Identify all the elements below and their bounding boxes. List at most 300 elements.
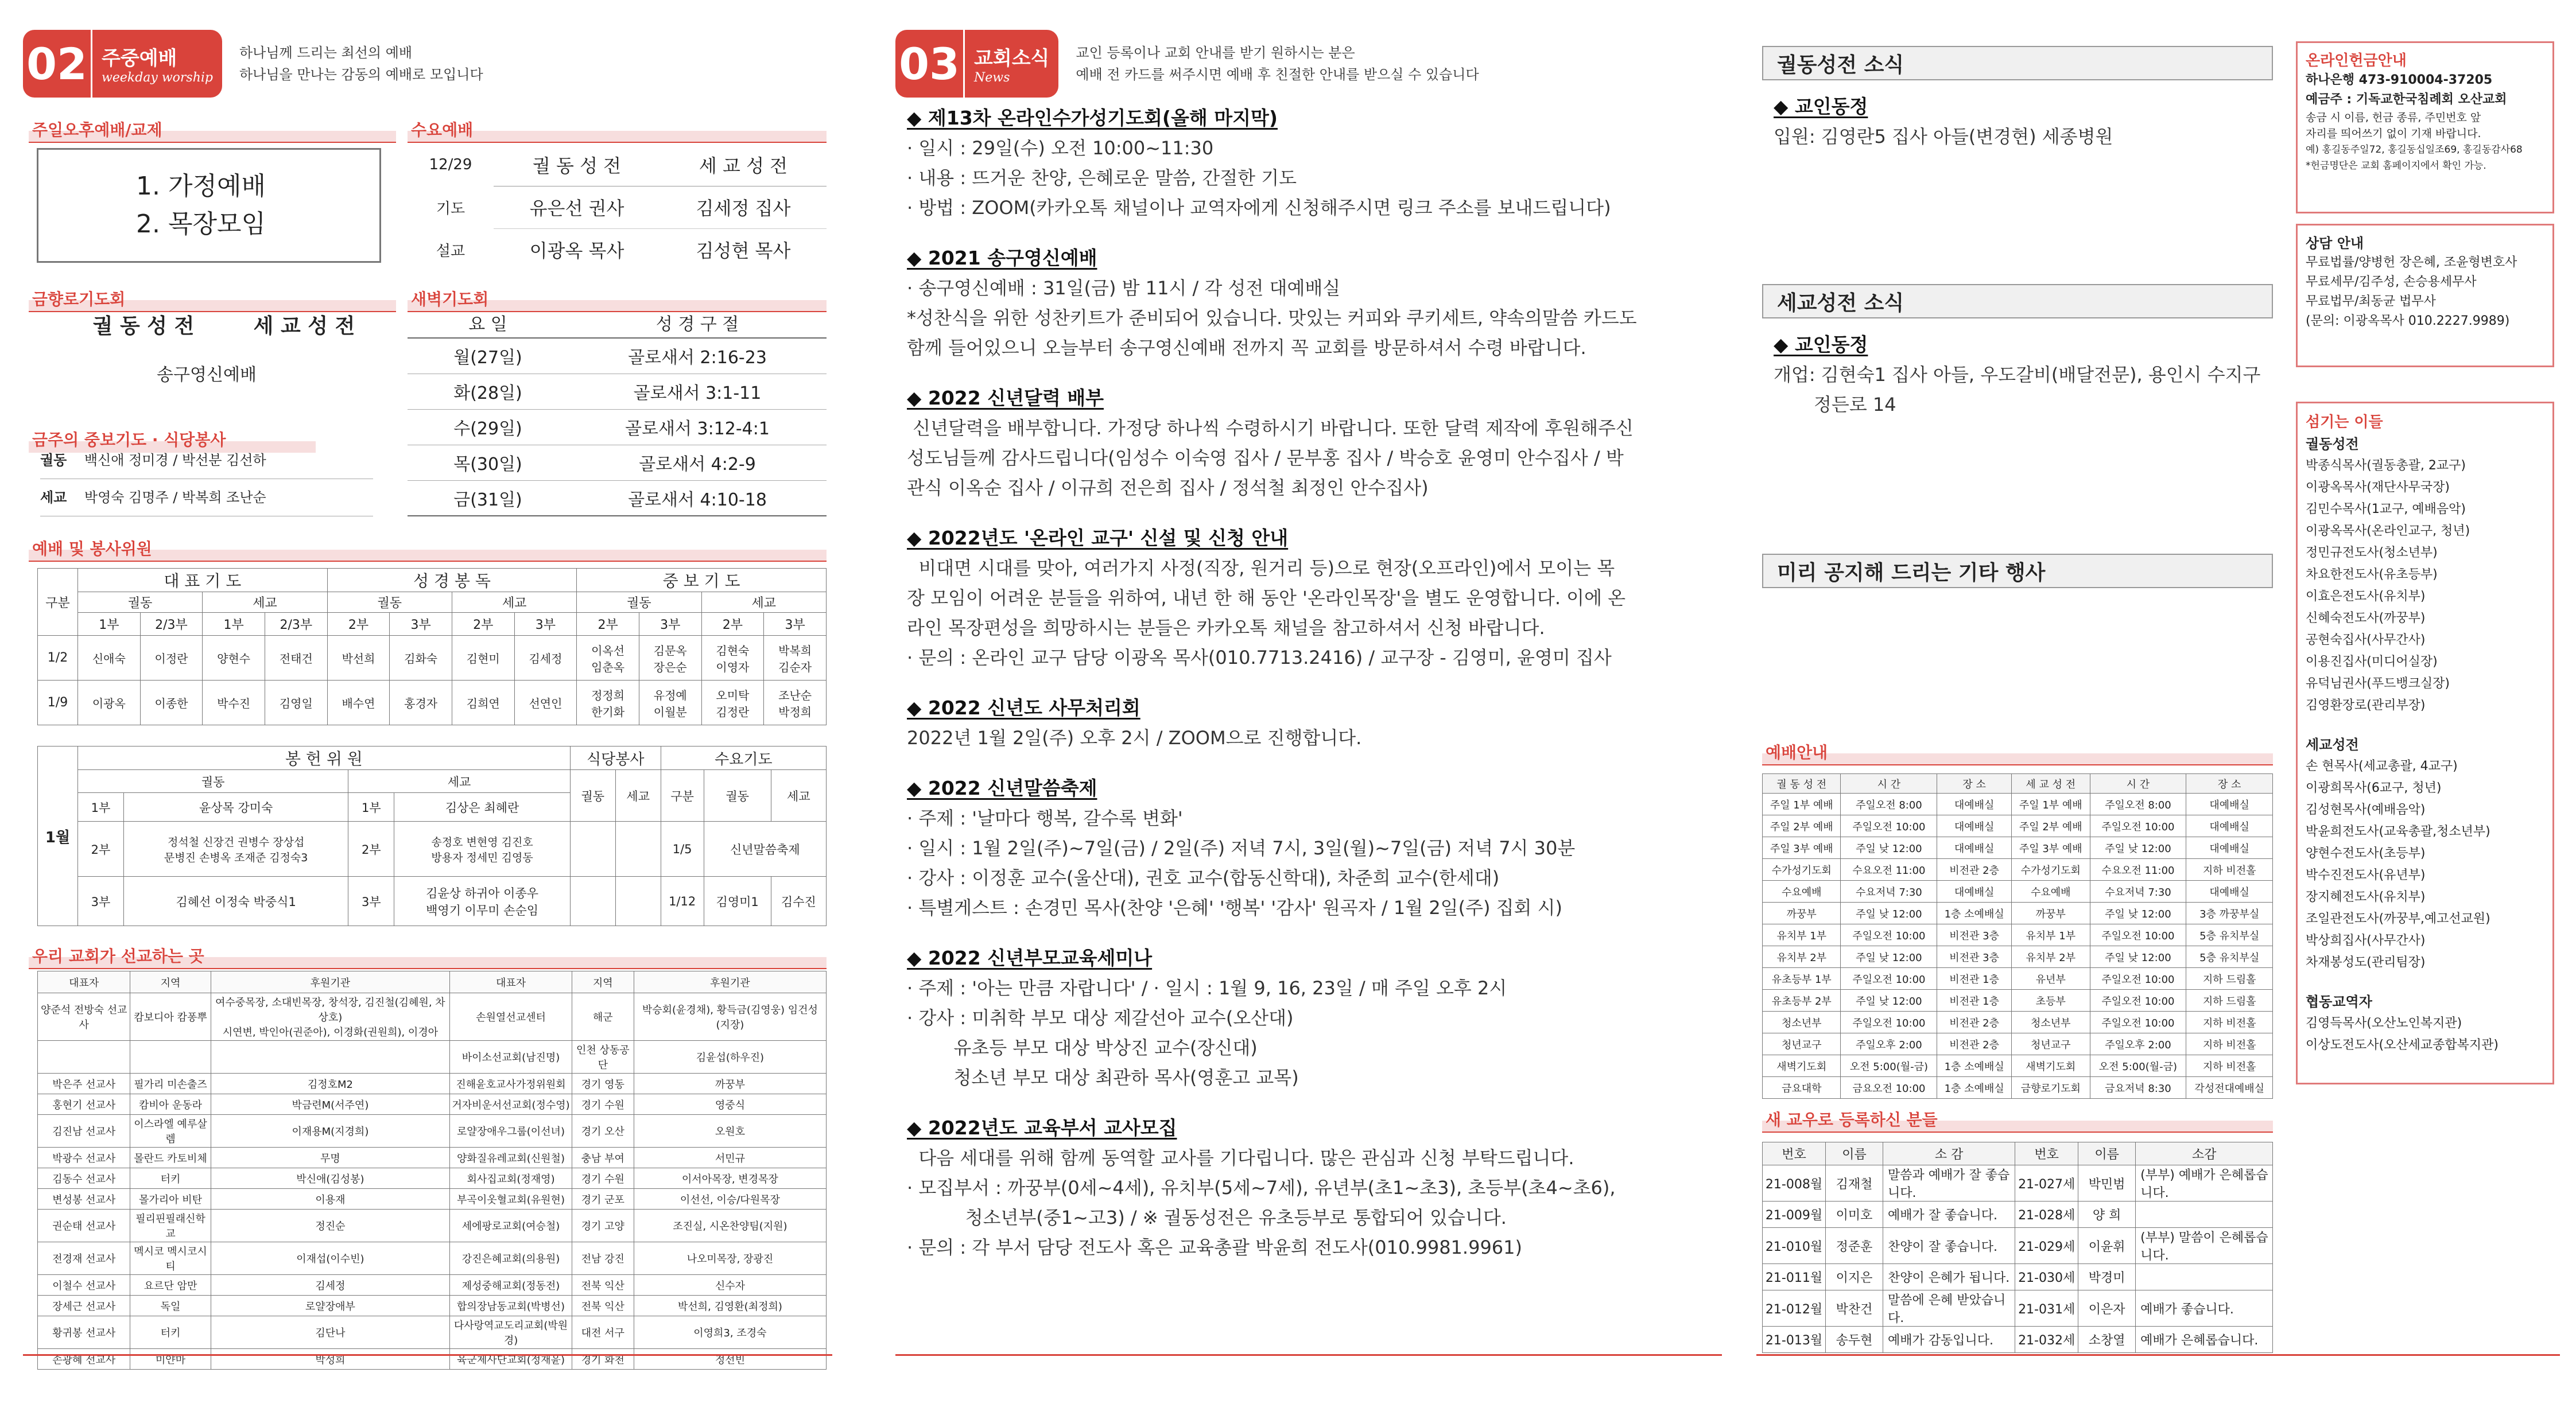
table-cell: 대전 서구 <box>572 1316 634 1349</box>
col-segyo: 세 교 성 전 <box>660 143 827 186</box>
section-title-en: weekday worship <box>102 71 213 85</box>
box-title: 온라인헌금안내 <box>2306 52 2407 69</box>
table-cell: 수요예배 <box>1763 881 1841 903</box>
section-title: 주중예배 <box>102 47 177 70</box>
news-line: · 일시 : 1월 2일(주)~7일(금) / 2일(주) 저녁 7시, 3일(월)~7일(금) 저녁 7시 30분 <box>907 837 1576 859</box>
col-head: 궐 동 성 전 <box>1763 774 1841 794</box>
table-cell: 21-009월 <box>1763 1202 1826 1228</box>
table-cell: 강진은혜교회(의용원) <box>450 1242 572 1275</box>
news-text: 정든로 14 <box>1814 394 1896 415</box>
table-cell <box>2136 1264 2273 1290</box>
cell: 신애숙 <box>78 636 141 681</box>
table-cell: 지하 비전홀 <box>2186 1012 2273 1033</box>
table-cell: 21-013월 <box>1763 1327 1826 1353</box>
wp-date: 1/5 <box>661 822 704 877</box>
table-cell: 요르단 암만 <box>130 1275 211 1296</box>
cell: 이광옥 <box>78 681 141 725</box>
table-cell: 비전관 2층 <box>1937 1012 2012 1033</box>
col-head: 지역 <box>572 971 634 993</box>
table-cell: 서민규 <box>634 1148 826 1168</box>
staff-list <box>2306 756 2544 974</box>
table-cell: 박경미 <box>2078 1264 2136 1290</box>
col-head: 대표자 <box>38 971 130 993</box>
table-cell <box>130 1041 211 1074</box>
online-giving-box <box>2296 41 2554 213</box>
table-cell: 지하 비전홀 <box>2186 859 2273 881</box>
news-heading: ◆ 2022 신년부모교육세미나 <box>907 947 1153 969</box>
news-line: · 특별게스트 : 손경민 목사(찬양 '은혜' '행복' '감사' 원곡자 / 1월 2일(주) 집회 시) <box>907 897 1563 919</box>
table-cell: 주일오후 2:00 <box>2090 1033 2186 1055</box>
table-cell: 주일 낮 12:00 <box>1841 990 1937 1012</box>
table-cell: 주일오전 10:00 <box>2090 1012 2186 1033</box>
section-title-box <box>91 30 222 98</box>
table-cell: 박광수 선교사 <box>38 1148 130 1168</box>
cell: 양현수 <box>203 636 265 681</box>
table-cell: 박금련M(서주연) <box>211 1094 450 1115</box>
table-cell: 황귀봉 선교사 <box>38 1316 130 1349</box>
staff-group: 세교성전 <box>2306 737 2359 753</box>
table-cell: 까꿍부 <box>634 1074 826 1094</box>
table-cell: 소창열 <box>2078 1327 2136 1353</box>
box-line: 예금주 : 기독교한국침례회 오산교회 <box>2306 92 2507 107</box>
table-cell: 주일 낮 12:00 <box>1841 903 1937 924</box>
table-cell: 주일오전 10:00 <box>2090 924 2186 946</box>
news-line: · 주제 : '날마다 행복, 갈수록 변화' <box>907 807 1183 829</box>
gubun: 구분 <box>661 770 704 822</box>
news-line: · 문의 : 온라인 교구 담당 이광옥 목사(010.7713.2416) / 교구장 - 김영미, 윤영미 집사 <box>907 647 1612 668</box>
staff-group: 궐동성전 <box>2306 436 2359 452</box>
date: 1/9 <box>38 681 78 725</box>
table-cell: 주일오후 2:00 <box>1841 1033 1937 1055</box>
table-cell: 이은자 <box>2078 1290 2136 1327</box>
subtitle-line: 교인 등록이나 교회 안내를 받기 원하시는 분은 <box>1076 45 1355 61</box>
staff-item: 김영득목사(오산노인복지관) <box>2306 1016 2462 1031</box>
table-cell: 손원열선교센터 <box>450 993 572 1041</box>
table-cell: 유치부 2부 <box>1763 946 1841 968</box>
offer-names: 김혜선 이정숙 박중식1 <box>124 877 348 926</box>
staff-item: 박수진전도사(유년부) <box>2306 868 2426 882</box>
table-cell: 로얄장애부 <box>211 1296 450 1316</box>
cell: 배수연 <box>327 681 390 725</box>
table-cell: 여수중목장, 소대빈목장, 창석장, 김진철(김혜원, 차상호) 시연변, 박인아(권준아), 이경화(권원희), 이경아 <box>211 993 450 1041</box>
col-head: 이름 <box>2078 1142 2136 1165</box>
news-item <box>907 1113 1710 1262</box>
worship-guide-heading: 예배안내 <box>1762 740 2273 765</box>
table-cell: 전북 익산 <box>572 1296 634 1316</box>
dawn-verse: 골로새서 3:1-11 <box>568 374 827 409</box>
section-title-box <box>963 30 1058 98</box>
table-cell: 김윤섭(하우진) <box>634 1041 826 1074</box>
table-cell: 조진실, 시온찬양팀(지원) <box>634 1210 826 1242</box>
col-head: 시 간 <box>2090 774 2186 794</box>
table-cell: 주일 2부 예배 <box>2012 815 2090 837</box>
table-row <box>1763 968 2273 990</box>
news-item <box>907 103 1710 223</box>
friday-heading: 금향로기도회 <box>29 287 396 312</box>
offering-table <box>37 746 827 926</box>
staff-item: 이광희목사(6교구, 청년) <box>2306 781 2442 795</box>
wp-name: 김수진 <box>771 877 826 926</box>
cell: 김현숙 이영자 <box>701 636 764 681</box>
subtitle-line: 하나님을 만나는 감동의 예배로 모입니다 <box>239 67 483 83</box>
table-cell: 경기 오산 <box>572 1115 634 1148</box>
cell: 전태건 <box>265 636 327 681</box>
news-heading: ◆ 2022년도 교육부서 교사모집 <box>907 1117 1177 1139</box>
sub: 2/3부 <box>265 613 327 636</box>
table-row <box>1763 837 2273 859</box>
wp-name: 김영미1 <box>704 877 771 926</box>
table-cell: 21-010월 <box>1763 1228 1826 1264</box>
table-cell: 독일 <box>130 1296 211 1316</box>
table-cell: 인천 상동공단 <box>572 1041 634 1074</box>
service-table <box>37 568 827 725</box>
segyo: 세교 <box>348 770 570 793</box>
table-cell: 주일 낮 12:00 <box>2090 837 2186 859</box>
news-line: · 강사 : 미취학 부모 대상 제갈선아 교수(오산대) <box>907 1007 1294 1029</box>
box-line: 무료법률/양병헌 장은혜, 조윤형변호사 <box>2306 255 2517 270</box>
sub: 2부 <box>577 613 639 636</box>
table-cell: 말씀에 은혜 받았습니다. <box>1883 1290 2015 1327</box>
table-cell: 양준석 전방숙 선교사 <box>38 993 130 1041</box>
table-cell: 박민범 <box>2078 1165 2136 1202</box>
table-cell: 수요오전 11:00 <box>1841 859 1937 881</box>
table-cell: 육군제사단교회(정재윤) <box>450 1349 572 1370</box>
table-cell: 주일 3부 예배 <box>2012 837 2090 859</box>
wednesday-table <box>408 143 827 271</box>
table-row <box>1763 1033 2273 1055</box>
segyo-news <box>1774 330 2267 419</box>
new-members-heading: 새 교우로 등록하신 분들 <box>1762 1107 2273 1133</box>
news-line: 청소년 부모 대상 최관하 목사(영훈고 교목) <box>907 1067 1299 1088</box>
table-cell: 21-027세 <box>2015 1165 2078 1202</box>
news-line: 성도님들께 감사드립니다(임성수 이숙영 집사 / 문부홍 집사 / 박승호 윤영미 안수집사 / 박 <box>907 447 1624 469</box>
month: 1월 <box>38 747 78 926</box>
cell: 김성현 목사 <box>696 240 791 262</box>
table-cell: 21-030세 <box>2015 1264 2078 1290</box>
table-row <box>1763 1012 2273 1033</box>
table-cell: 3층 까꿍부실 <box>2186 903 2273 924</box>
table-cell: 주일오전 8:00 <box>1841 794 1937 815</box>
staff-list <box>2306 455 2544 717</box>
gwol: 궐동 <box>78 770 348 793</box>
staff-item: 이광옥목사(재단사무국장) <box>2306 480 2450 495</box>
subtitle-line: 하나님께 드리는 최선의 예배 <box>239 45 413 61</box>
page-03-footer-rule <box>895 1354 1722 1356</box>
lunch-names: 백신애 정미경 / 박선분 김선하 <box>84 452 266 468</box>
col-gwol: 궐 동 성 전 <box>494 143 660 186</box>
dawn-heading: 새벽기도회 <box>408 287 827 312</box>
segyo: 세교 <box>203 592 327 613</box>
table-cell: 오원호 <box>634 1115 826 1148</box>
cell: 박복희 김순자 <box>764 636 827 681</box>
table-cell: 대예배실 <box>2186 794 2273 815</box>
offer-names: 정석철 신장건 권병수 장상섭 문병진 손병옥 조재준 김정숙3 <box>124 822 348 877</box>
page-number: 02 <box>23 30 91 98</box>
part: 2부 <box>78 822 124 877</box>
dawn-verse: 골로새서 4:10-18 <box>568 480 827 516</box>
sub: 2부 <box>701 613 764 636</box>
table-cell: 이윤휘 <box>2078 1228 2136 1264</box>
segyo: 세교 <box>615 770 661 822</box>
table-cell: 각성전대예배실 <box>2186 1077 2273 1099</box>
table-row <box>1763 794 2273 815</box>
gwol: 궐동 <box>327 592 452 613</box>
table-cell: 21-028세 <box>2015 1202 2078 1228</box>
table-cell: 박찬건 <box>1826 1290 1883 1327</box>
news-line: · 강사 : 이정훈 교수(울산대), 권호 교수(합동신학대), 차준희 교수(한세대) <box>907 867 1500 889</box>
table-row <box>38 1349 827 1370</box>
cell: 홍경자 <box>390 681 452 725</box>
table-cell: 권순태 선교사 <box>38 1210 130 1242</box>
col-head: 소감 <box>2136 1142 2273 1165</box>
table-cell: 주일오전 10:00 <box>1841 1012 1937 1033</box>
table-cell: 김진남 선교사 <box>38 1115 130 1148</box>
table-cell: 주일오전 10:00 <box>2090 990 2186 1012</box>
table-row <box>38 1094 827 1115</box>
table-row <box>1763 990 2273 1012</box>
table-cell: 바이소선교회(남진명) <box>450 1041 572 1074</box>
cell: 유은선 권사 <box>494 186 660 228</box>
table-cell: 캄비아 운동라 <box>130 1094 211 1115</box>
table-cell: 거자비운서선교회(정수영) <box>450 1094 572 1115</box>
staff-item: 신혜숙전도사(까꿍부) <box>2306 611 2426 625</box>
table-cell: 예배가 감동입니다. <box>1883 1327 2015 1353</box>
table-row <box>1763 1202 2273 1228</box>
table-cell: 주일 3부 예배 <box>1763 837 1841 859</box>
news-line: *성찬식을 위한 성찬키트가 준비되어 있습니다. 맛있는 커피와 쿠키세트, 약속의말씀 카드도 <box>907 307 1637 329</box>
news-heading: ◆ 2022 신년말씀축제 <box>907 777 1097 799</box>
news-line: 비대면 시대를 맞아, 여러가지 사정(직장, 원거리 등)으로 현장(오프라인)에서 모이는 목 <box>907 557 1615 579</box>
table-cell: 김세정 <box>211 1275 450 1296</box>
table-cell: 까꿍부 <box>2012 903 2090 924</box>
offer-names: 김윤상 하귀아 이종우 백영기 이무미 손순임 <box>394 877 570 926</box>
box-line: 무료법무/최동균 법무사 <box>2306 294 2436 309</box>
staff-item: 정민규전도사(청소년부) <box>2306 546 2438 560</box>
table-cell: 세에팡로교회(여승철) <box>450 1210 572 1242</box>
table-row <box>1763 1165 2273 1202</box>
staff-item: 차요한전도사(유초등부) <box>2306 567 2438 582</box>
cell: 선연인 <box>514 681 577 725</box>
table-row <box>38 1189 827 1210</box>
sub: 2부 <box>452 613 514 636</box>
page-04-footer-rule <box>1756 1354 2560 1356</box>
segyo: 세교 <box>771 770 826 822</box>
table-cell: 주일 낮 12:00 <box>2090 946 2186 968</box>
staff-item: 이광옥목사(온라인교구, 청년) <box>2306 524 2470 538</box>
col-day: 요 일 <box>408 307 568 338</box>
table-cell: 경기 화천 <box>572 1349 634 1370</box>
col-gwol: 궐 동 성 전 <box>92 314 195 338</box>
table-cell: 대예배실 <box>2186 881 2273 903</box>
table-cell: 주일 낮 12:00 <box>1841 837 1937 859</box>
staff-list <box>2306 1013 2544 1056</box>
offer-names: 윤상목 강미숙 <box>124 793 348 822</box>
cell: 김영일 <box>265 681 327 725</box>
table-cell: 변성봉 선교사 <box>38 1189 130 1210</box>
table-cell: 수요저녁 7:30 <box>2090 881 2186 903</box>
news-line: 장 모임이 어려운 분들을 위하여, 내년 한 해 동안 '온라인목장'을 별도 운영합니다. 이에 온 <box>907 587 1626 609</box>
table-row <box>1763 1327 2273 1353</box>
table-cell: 지하 비전홀 <box>2186 1055 2273 1077</box>
dawn-verse: 골로새서 2:16-23 <box>568 338 827 374</box>
table-cell: 청소년부 <box>2012 1012 2090 1033</box>
news-line: · 문의 : 각 부서 담당 전도사 혹은 교육총괄 박윤희 전도사(010.9981.9961) <box>907 1237 1523 1258</box>
cell: 박선희 <box>327 636 390 681</box>
sub: 3부 <box>390 613 452 636</box>
table-cell: 필리핀필래신학교 <box>130 1210 211 1242</box>
col-verse: 성 경 구 절 <box>568 307 827 338</box>
table-cell: 정선빈 <box>634 1349 826 1370</box>
sub: 1부 <box>78 613 141 636</box>
staff-item: 공현숙집사(사무간사) <box>2306 633 2426 647</box>
table-cell: 비전관 3층 <box>1937 924 2012 946</box>
table-cell: 청년교구 <box>2012 1033 2090 1055</box>
dawn-table <box>408 307 827 516</box>
part: 1부 <box>348 793 394 822</box>
table-cell: 제성중해교회(정동전) <box>450 1275 572 1296</box>
cell: 김세정 <box>514 636 577 681</box>
table-cell: 이서아목장, 변경목장 <box>634 1168 826 1189</box>
segyo-news-title: 세교성전 소식 <box>1762 284 2273 318</box>
col-head: 번호 <box>1763 1142 1826 1165</box>
table-cell: 예배가 좋습니다. <box>2136 1290 2273 1327</box>
sub: 3부 <box>639 613 701 636</box>
table-cell: 경기 고양 <box>572 1210 634 1242</box>
staff-item: 이효은전도사(유치부) <box>2306 589 2426 604</box>
box-title: 섬기는 이들 <box>2306 414 2383 431</box>
table-cell: 멕시코 멕시코시티 <box>130 1242 211 1275</box>
table-cell: 전북 익산 <box>572 1275 634 1296</box>
cell: 유정예 이월분 <box>639 681 701 725</box>
table-cell: 나오미목장, 장광진 <box>634 1242 826 1275</box>
table-cell: 대예배실 <box>1937 815 2012 837</box>
sub: 3부 <box>764 613 827 636</box>
dawn-verse: 골로새서 3:12-4:1 <box>568 409 827 445</box>
counsel-box <box>2296 224 2554 367</box>
table-cell: 비전관 2층 <box>1937 859 2012 881</box>
news-item <box>907 693 1710 753</box>
table-cell: 주일오전 10:00 <box>2090 968 2186 990</box>
staff-group: 협동교역자 <box>2306 994 2372 1010</box>
mission-table <box>37 971 827 1370</box>
news-line: 다음 세대를 위해 함께 동역할 교사를 기다립니다. 많은 관심과 신청 부탁드립니다. <box>907 1147 1574 1169</box>
table-row <box>38 993 827 1041</box>
table-cell: 지하 드림홀 <box>2186 990 2273 1012</box>
table-cell: 유치부 1부 <box>2012 924 2090 946</box>
table-cell: 지하 비전홀 <box>2186 1033 2273 1055</box>
friday-cols <box>63 310 385 339</box>
cell: 이옥선 임춘옥 <box>577 636 639 681</box>
mission-heading: 우리 교회가 선교하는 곳 <box>29 944 827 969</box>
table-cell: 경기 영동 <box>572 1074 634 1094</box>
box-title: 상담 안내 <box>2306 235 2364 251</box>
table-cell: 장세근 선교사 <box>38 1296 130 1316</box>
staff-box <box>2296 402 2554 1084</box>
col-head: 장 소 <box>1937 774 2012 794</box>
dawn-day: 목(30일) <box>408 445 568 480</box>
table-row <box>38 1296 827 1316</box>
role: 기도 <box>436 200 465 217</box>
table-cell: 이재섭(이수빈) <box>211 1242 450 1275</box>
sub: 2부 <box>327 613 390 636</box>
table-cell <box>211 1041 450 1074</box>
cell: 박수진 <box>203 681 265 725</box>
table-cell: 박성희 <box>211 1349 450 1370</box>
part: 3부 <box>348 877 394 926</box>
news-heading: ◆ 2022년도 '온라인 교구' 신설 및 신청 안내 <box>907 527 1289 549</box>
lunch-site: 세교 <box>40 489 67 506</box>
lunch-heading: 금주의 중보기도 · 식당봉사 <box>29 427 316 453</box>
table-row <box>38 1242 827 1275</box>
table-cell: 이철수 선교사 <box>38 1275 130 1296</box>
table-cell <box>2136 1202 2273 1228</box>
table-cell: 필가리 미손출즈 <box>130 1074 211 1094</box>
page-02 <box>23 0 832 1423</box>
table-cell: 김재철 <box>1826 1165 1883 1202</box>
table-cell: 캄보디아 캄퐁뿌 <box>130 993 211 1041</box>
staff-item: 김성현목사(예배음악) <box>2306 803 2426 817</box>
table-cell: 금요대학 <box>1763 1077 1841 1099</box>
table-cell: 유초등부 2부 <box>1763 990 1841 1012</box>
notice-title: 미리 공지해 드리는 기타 행사 <box>1762 554 2273 588</box>
table-cell: 수요저녁 7:30 <box>1841 881 1937 903</box>
offer-names: 김상은 최혜란 <box>394 793 570 822</box>
news-text: 개업: 김현숙1 집사 아들, 우도갈비(배달전문), 용인시 수지구 <box>1774 364 2261 386</box>
table-row <box>1763 1055 2273 1077</box>
staff-item: 이용진집사(미디어실장) <box>2306 655 2438 669</box>
table-cell: 김단나 <box>211 1316 450 1349</box>
table-row <box>1763 1290 2273 1327</box>
table-cell: 새벽기도회 <box>1763 1055 1841 1077</box>
table-cell: (부부) 말씀이 은혜롭습니다. <box>2136 1228 2273 1264</box>
table-cell: 대예배실 <box>2186 815 2273 837</box>
table-cell: 주일 낮 12:00 <box>1841 946 1937 968</box>
table-cell: 영중식 <box>634 1094 826 1115</box>
table-cell: 대예배실 <box>2186 837 2273 859</box>
table-cell: 주일 1부 예배 <box>2012 794 2090 815</box>
date: 1/2 <box>38 636 78 681</box>
table-cell: 터키 <box>130 1316 211 1349</box>
wp-date: 1/12 <box>661 877 704 926</box>
table-cell: 손광혜 선교사 <box>38 1349 130 1370</box>
table-row <box>1763 924 2273 946</box>
news-item <box>907 523 1710 672</box>
news-line: · 송구영신예배 : 31일(금) 밤 11시 / 각 성전 대예배실 <box>907 277 1341 299</box>
table-cell: 21-011월 <box>1763 1264 1826 1290</box>
cell: 김희연 <box>452 681 514 725</box>
table-cell: 박은주 선교사 <box>38 1074 130 1094</box>
table-cell: 금향로기도회 <box>2012 1077 2090 1099</box>
wednesday-date: 12/29 <box>429 156 472 173</box>
col-offer: 봉 헌 위 원 <box>78 747 571 770</box>
table-cell: 주일오전 8:00 <box>2090 794 2186 815</box>
lunch-names: 박영숙 김명주 / 박복희 조난순 <box>84 489 266 506</box>
service-heading: 예배 및 봉사위원 <box>29 536 827 562</box>
part: 3부 <box>78 877 124 926</box>
header-subtitle <box>1076 42 1479 85</box>
gubun: 구분 <box>38 569 78 636</box>
news-list <box>907 103 1710 1283</box>
news-heading: ◆ 2021 송구영신예배 <box>907 247 1097 269</box>
segyo: 세교 <box>701 592 826 613</box>
cell: 김현미 <box>452 636 514 681</box>
page-number: 03 <box>895 30 963 98</box>
table-cell: 비전관 3층 <box>1937 946 2012 968</box>
table-cell: 양 희 <box>2078 1202 2136 1228</box>
news-heading: ◆ 2022 신년도 사무처리회 <box>907 697 1140 719</box>
table-cell: 수요예배 <box>2012 881 2090 903</box>
table-cell: 로얄장애우그룹(이선녀) <box>450 1115 572 1148</box>
